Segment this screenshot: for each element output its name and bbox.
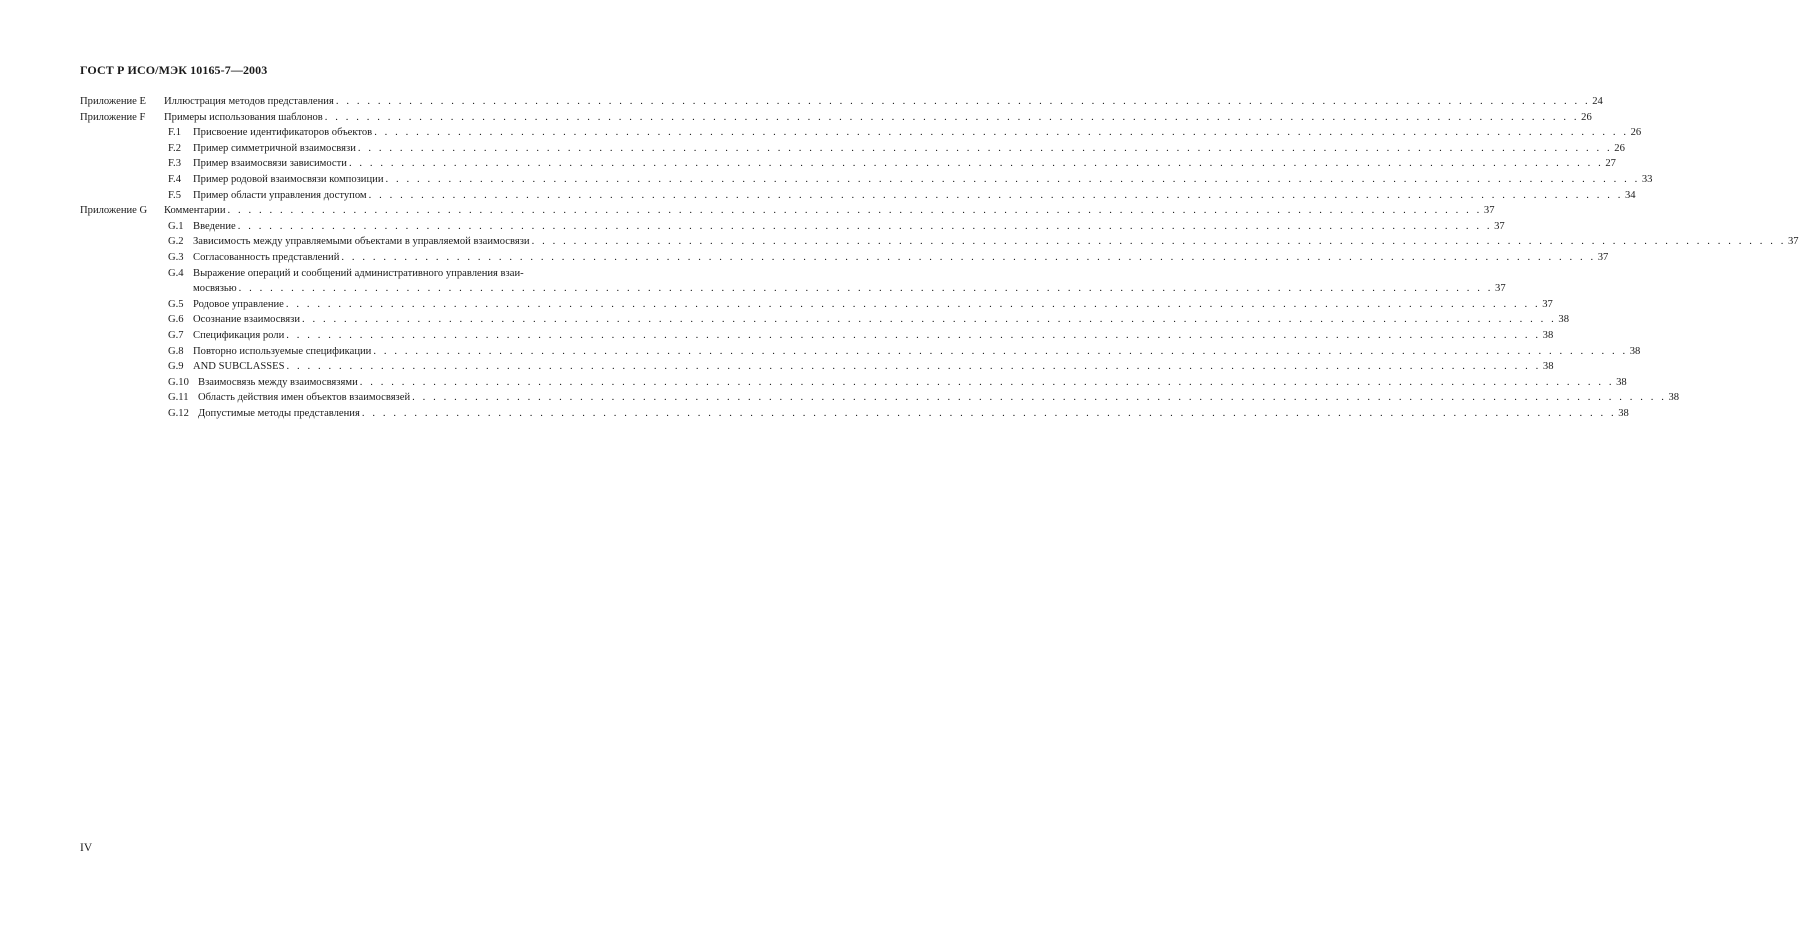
toc-entry bbox=[80, 125, 1642, 141]
toc-leader-dots: . . . . . . . . . . . . . . . . . . . . . . . . . . . . . . . . . . . . . . . . . . . . . . . . . . . . . . . . . . . . . . . . . . . . . . . . . . . . . . . . . . . . . . . . . . . . . . . . . . . . . . . . . . . . . . . . . . . . . . . . bbox=[238, 283, 1494, 295]
toc-entry bbox=[80, 359, 1554, 375]
toc-entry-title: Осознание взаимосвязи bbox=[193, 314, 301, 326]
page-number: IV bbox=[80, 842, 93, 854]
toc-page-number: 37 bbox=[1787, 236, 1799, 248]
toc-page-number: 37 bbox=[1483, 205, 1495, 217]
toc-entry-title: Пример симметричной взаимосвязи bbox=[193, 142, 356, 154]
toc-entry bbox=[80, 234, 1799, 250]
toc-entry-title: Присвоение идентификаторов объектов bbox=[193, 127, 373, 139]
toc-entry-title: Выражение операций и сообщений административного управления взаи- bbox=[193, 267, 524, 279]
toc-entry bbox=[80, 390, 1680, 406]
toc-leader-dots: . . . . . . . . . . . . . . . . . . . . . . . . . . . . . . . . . . . . . . . . . . . . . . . . . . . . . . . . . . . . . . . . . . . . . . . . . . . . . . . . . . . . . . . . . . . . . . . . . . . . . . . . . . . . . . . . . . . . . . . . bbox=[373, 345, 1628, 357]
toc-page-number: 27 bbox=[1605, 158, 1616, 170]
toc-leader-dots: . . . . . . . . . . . . . . . . . . . . . . . . . . . . . . . . . . . . . . . . . . . . . . . . . . . . . . . . . . . . . . . . . . . . . . . . . . . . . . . . . . . . . . . . . . . . . . . . . . . . . . . . . . . . . . . . . . . . . . . . bbox=[227, 205, 1482, 217]
toc-page-number: 26 bbox=[1581, 111, 1592, 123]
table-of-contents bbox=[80, 94, 1799, 421]
toc-page-number: 37 bbox=[1597, 251, 1609, 263]
toc-entry-title: Пример области управления доступом bbox=[193, 189, 367, 201]
toc-page-number: 38 bbox=[1542, 361, 1554, 373]
toc-entry bbox=[80, 188, 1636, 204]
toc-leader-dots: . . . . . . . . . . . . . . . . . . . . . . . . . . . . . . . . . . . . . . . . . . . . . . . . . . . . . . . . . . . . . . . . . . . . . . . . . . . . . . . . . . . . . . . . . . . . . . . . . . . . . . . . . . . . . . . . . . . . . . . . bbox=[357, 142, 1613, 154]
toc-leader-dots: . . . . . . . . . . . . . . . . . . . . . . . . . . . . . . . . . . . . . . . . . . . . . . . . . . . . . . . . . . . . . . . . . . . . . . . . . . . . . . . . . . . . . . . . . . . . . . . . . . . . . . . . . . . . . . . . . . . . . . . . bbox=[237, 220, 1493, 232]
toc-leader-dots: . . . . . . . . . . . . . . . . . . . . . . . . . . . . . . . . . . . . . . . . . . . . . . . . . . . . . . . . . . . . . . . . . . . . . . . . . . . . . . . . . . . . . . . . . . . . . . . . . . . . . . . . . . . . . . . . . . . . . . . . bbox=[368, 189, 1623, 201]
toc-section-number: G.3 bbox=[168, 251, 184, 263]
toc-section-number: G.4 bbox=[168, 267, 184, 279]
toc-page-number: 38 bbox=[1542, 329, 1554, 341]
toc-section-number: G.12 bbox=[168, 407, 189, 419]
toc-section-number: G.6 bbox=[168, 314, 184, 326]
toc-section-number: G.9 bbox=[168, 361, 184, 373]
toc-entry bbox=[80, 250, 1609, 266]
toc-entry bbox=[80, 141, 1625, 157]
toc-page-number: 34 bbox=[1625, 189, 1636, 201]
toc-entry-title: Пример родовой взаимосвязи композиции bbox=[193, 173, 384, 185]
toc-entry-title-continuation: мосвязью bbox=[193, 283, 237, 295]
toc-leader-dots: . . . . . . . . . . . . . . . . . . . . . . . . . . . . . . . . . . . . . . . . . . . . . . . . . . . . . . . . . . . . . . . . . . . . . . . . . . . . . . . . . . . . . . . . . . . . . . . . . . . . . . . . . . . . . . . . . . . . . . . . bbox=[335, 96, 1591, 107]
toc-leader-dots: . . . . . . . . . . . . . . . . . . . . . . . . . . . . . . . . . . . . . . . . . . . . . . . . . . . . . . . . . . . . . . . . . . . . . . . . . . . . . . . . . . . . . . . . . . . . . . . . . . . . . . . . . . . . . . . . . . . . . . . . bbox=[348, 158, 1604, 170]
toc-entry-title: Комментарии bbox=[164, 205, 226, 217]
toc-entry-title: Введение bbox=[193, 220, 236, 232]
toc-section-number: G.1 bbox=[168, 220, 184, 232]
toc-entry bbox=[80, 406, 1629, 422]
toc-entry-title: AND SUBCLASSES bbox=[193, 361, 285, 373]
toc-entry bbox=[80, 219, 1505, 235]
toc-entry bbox=[80, 344, 1641, 360]
toc-entry bbox=[80, 203, 1495, 219]
toc-entry-title: Область действия имен объектов взаимосвязей bbox=[198, 392, 411, 404]
toc-entry bbox=[80, 328, 1554, 344]
toc-page-number: 38 bbox=[1618, 407, 1629, 419]
toc-leader-dots: . . . . . . . . . . . . . . . . . . . . . . . . . . . . . . . . . . . . . . . . . . . . . . . . . . . . . . . . . . . . . . . . . . . . . . . . . . . . . . . . . . . . . . . . . . . . . . . . . . . . . . . . . . . . . . . . . . . . . . . . bbox=[412, 392, 1667, 404]
toc-entry-title: Согласованность представлений bbox=[193, 251, 340, 263]
toc-page-number: 38 bbox=[1558, 314, 1569, 326]
toc-section-number: G.10 bbox=[168, 376, 189, 388]
toc-page-number: 37 bbox=[1494, 220, 1505, 232]
toc-entry-title: Взаимосвязь между взаимосвязями bbox=[198, 376, 358, 388]
toc-section-number: G.7 bbox=[168, 329, 184, 341]
toc-section-number: G.8 bbox=[168, 345, 184, 357]
toc-leader-dots: . . . . . . . . . . . . . . . . . . . . . . . . . . . . . . . . . . . . . . . . . . . . . . . . . . . . . . . . . . . . . . . . . . . . . . . . . . . . . . . . . . . . . . . . . . . . . . . . . . . . . . . . . . . . . . . . . . . . . . . . bbox=[359, 376, 1615, 388]
toc-entry-title: Пример взаимосвязи зависимости bbox=[193, 158, 347, 170]
toc-page-number: 33 bbox=[1641, 173, 1653, 185]
toc-section-number: F.3 bbox=[168, 158, 181, 170]
toc-section-number: F.4 bbox=[168, 173, 181, 185]
toc-page-number: 38 bbox=[1668, 392, 1680, 404]
toc-page-number: 24 bbox=[1592, 96, 1603, 107]
toc-entry-title: Зависимость между управляемыми объектами в управляемой взаимосвязи bbox=[193, 236, 530, 248]
toc-page-number: 26 bbox=[1630, 127, 1642, 139]
toc-appendix-label: Приложение F bbox=[80, 111, 146, 123]
toc-leader-dots: . . . . . . . . . . . . . . . . . . . . . . . . . . . . . . . . . . . . . . . . . . . . . . . . . . . . . . . . . . . . . . . . . . . . . . . . . . . . . . . . . . . . . . . . . . . . . . . . . . . . . . . . . . . . . . . . . . . . . . . . bbox=[385, 173, 1640, 185]
toc-leader-dots: . . . . . . . . . . . . . . . . . . . . . . . . . . . . . . . . . . . . . . . . . . . . . . . . . . . . . . . . . . . . . . . . . . . . . . . . . . . . . . . . . . . . . . . . . . . . . . . . . . . . . . . . . . . . . . . . . . . . . . . . bbox=[374, 127, 1629, 139]
toc-leader-dots: . . . . . . . . . . . . . . . . . . . . . . . . . . . . . . . . . . . . . . . . . . . . . . . . . . . . . . . . . . . . . . . . . . . . . . . . . . . . . . . . . . . . . . . . . . . . . . . . . . . . . . . . . . . . . . . . . . . . . . . . bbox=[341, 251, 1596, 263]
toc-leader-dots: . . . . . . . . . . . . . . . . . . . . . . . . . . . . . . . . . . . . . . . . . . . . . . . . . . . . . . . . . . . . . . . . . . . . . . . . . . . . . . . . . . . . . . . . . . . . . . . . . . . . . . . . . . . . . . . . . . . . . . . . bbox=[302, 314, 1557, 326]
toc-entry-title: Повторно используемые спецификации bbox=[193, 345, 372, 357]
toc-entry bbox=[80, 156, 1616, 172]
toc-section-number: F.5 bbox=[168, 189, 181, 201]
toc-entry-continuation bbox=[80, 281, 1506, 297]
toc-entry bbox=[80, 312, 1569, 328]
toc-entry bbox=[80, 94, 1603, 110]
toc-leader-dots: . . . . . . . . . . . . . . . . . . . . . . . . . . . . . . . . . . . . . . . . . . . . . . . . . . . . . . . . . . . . . . . . . . . . . . . . . . . . . . . . . . . . . . . . . . . . . . . . . . . . . . . . . . . . . . . . . . . . . . . . bbox=[285, 298, 1541, 310]
toc-page-number: 38 bbox=[1629, 345, 1641, 357]
toc-entry bbox=[80, 266, 616, 282]
toc-entry bbox=[80, 375, 1627, 391]
toc-section-number: F.1 bbox=[168, 127, 181, 139]
toc-section-number: G.11 bbox=[168, 392, 189, 404]
toc-leader-dots: . . . . . . . . . . . . . . . . . . . . . . . . . . . . . . . . . . . . . . . . . . . . . . . . . . . . . . . . . . . . . . . . . . . . . . . . . . . . . . . . . . . . . . . . . . . . . . . . . . . . . . . . . . . . . . . . . . . . . . . . bbox=[286, 361, 1541, 373]
document-header: ГОСТ Р ИСО/МЭК 10165-7—2003 bbox=[80, 63, 268, 77]
toc-entry-title: Допустимые методы представления bbox=[198, 407, 360, 419]
toc-entry-title: Спецификация роли bbox=[193, 329, 285, 341]
toc-entry bbox=[80, 297, 1553, 313]
toc-page-number: 38 bbox=[1616, 376, 1627, 388]
toc-entry-title: Родовое управление bbox=[193, 298, 284, 310]
toc-entry bbox=[80, 172, 1653, 188]
toc-appendix-label: Приложение G bbox=[80, 205, 148, 217]
toc-section-number: G.5 bbox=[168, 298, 184, 310]
toc-page-number: 26 bbox=[1614, 142, 1625, 154]
toc-entry-title: Иллюстрация методов представления bbox=[164, 96, 334, 107]
toc-page-number: 37 bbox=[1495, 283, 1506, 295]
toc-page-number: 37 bbox=[1542, 298, 1553, 310]
toc-section-number: F.2 bbox=[168, 142, 181, 154]
toc-section-number: G.2 bbox=[168, 236, 184, 248]
toc-leader-dots: . . . . . . . . . . . . . . . . . . . . . . . . . . . . . . . . . . . . . . . . . . . . . . . . . . . . . . . . . . . . . . . . . . . . . . . . . . . . . . . . . . . . . . . . . . . . . . . . . . . . . . . . . . . . . . . . . . . . . . . . bbox=[531, 236, 1786, 248]
toc-entry-title: Примеры использования шаблонов bbox=[164, 111, 323, 123]
toc-leader-dots: . . . . . . . . . . . . . . . . . . . . . . . . . . . . . . . . . . . . . . . . . . . . . . . . . . . . . . . . . . . . . . . . . . . . . . . . . . . . . . . . . . . . . . . . . . . . . . . . . . . . . . . . . . . . . . . . . . . . . . . . bbox=[361, 407, 1617, 419]
toc-entry bbox=[80, 110, 1592, 126]
toc-appendix-label: Приложение Е bbox=[80, 96, 146, 107]
toc-leader-dots: . . . . . . . . . . . . . . . . . . . . . . . . . . . . . . . . . . . . . . . . . . . . . . . . . . . . . . . . . . . . . . . . . . . . . . . . . . . . . . . . . . . . . . . . . . . . . . . . . . . . . . . . . . . . . . . . . . . . . . . . bbox=[324, 111, 1580, 123]
toc-leader-dots: . . . . . . . . . . . . . . . . . . . . . . . . . . . . . . . . . . . . . . . . . . . . . . . . . . . . . . . . . . . . . . . . . . . . . . . . . . . . . . . . . . . . . . . . . . . . . . . . . . . . . . . . . . . . . . . . . . . . . . . . bbox=[286, 329, 1541, 341]
